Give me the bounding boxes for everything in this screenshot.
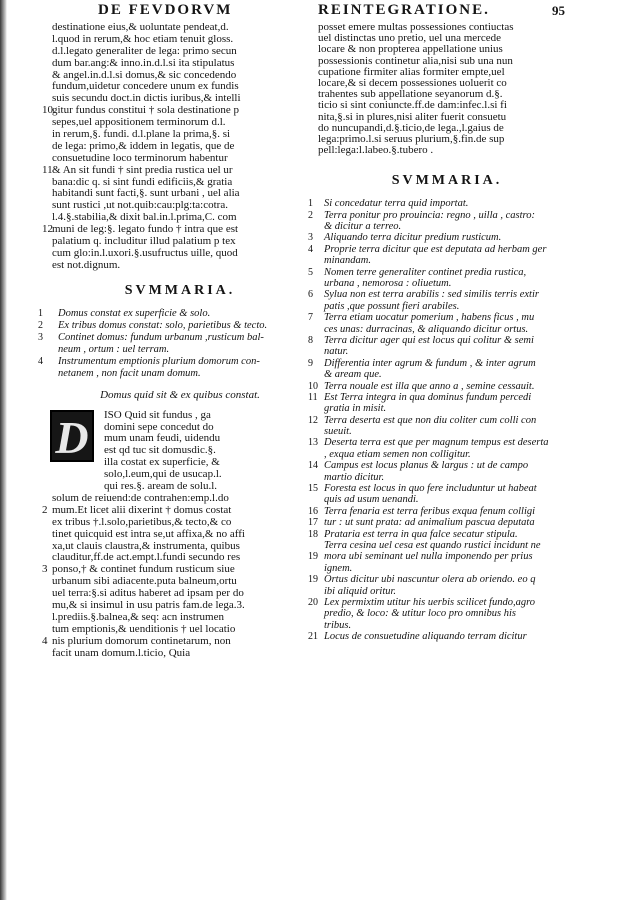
text-line-content: do nuncupandi,d.§.ticio,de lega.,l.gaius de [318, 121, 504, 134]
summary-item-number: 20 [308, 596, 318, 608]
summary-item-number: 18 [308, 528, 318, 540]
text-line-content: palatium q. includitur illud palatium p tex [52, 235, 236, 248]
text-line-content: de lega: primo,& iddem in legatis, que de [52, 139, 235, 152]
summary-item [318, 563, 576, 574]
text-line-content: locare,& si decem possessiones uoluerit co [318, 76, 507, 89]
text-line-content: urbanum sibi adiacente.puta balneum,ortu [52, 575, 237, 588]
summary-item [318, 620, 576, 631]
summary-item-number: 6 [308, 289, 313, 301]
summary-item-number: 19 [308, 551, 318, 563]
text-line-content: ponso,† & continet fundum rusticum siue [52, 563, 235, 576]
text-line-content: possessionis continetur alia,nisi sub una nun [318, 54, 513, 67]
header-right-title: REINTEGRATIONE. [318, 2, 490, 18]
page-number: 95 [552, 3, 565, 18]
left-text-block [42, 21, 308, 272]
right-column [308, 21, 576, 643]
summary-item-text: mora ubi seminant uel nulla imponendo per prius [324, 551, 533, 563]
text-line-content: nita,§.si in plures,nisi aliter fuerit consuetu [318, 110, 507, 123]
text-line-content: ex tribus †.l.solo,parietibus,& tecto,& co [52, 515, 232, 528]
text-line-content: l.4.§.stabilia,& dixit bal.in.l.prima,C. com [52, 211, 237, 224]
summary-item-text: gratia in misit. [324, 403, 387, 415]
summary-item [318, 494, 576, 505]
summary-item [308, 357, 576, 369]
margin-marker: 3 [42, 563, 48, 576]
text-line-content: posset emere multas possessiones contiuctas [318, 21, 514, 33]
summary-item [308, 414, 576, 426]
summary-item-text: tribus. [324, 619, 352, 631]
summary-item-number: 4 [308, 243, 313, 255]
summary-item [318, 449, 576, 460]
summary-item-text: Instrumentum emptionis plurium domorum con- [58, 355, 260, 367]
text-line-content: destinatione eius,& uoluntate pendeat,d. [52, 21, 229, 33]
summary-item-text: & dicitur a terreo. [324, 221, 402, 233]
summary-item-text: Terra nouale est illa que anno a , semine cessauit. [324, 380, 535, 392]
summary-item-text: patis ,que possunt fieri arabiles. [324, 300, 460, 312]
left-column [38, 21, 308, 659]
summary-item-number: 12 [308, 414, 318, 426]
summary-item-text: , exqua etiam semen non colligitur. [324, 448, 471, 460]
summary-item [308, 209, 576, 221]
summary-item-text: Proprie terra dicitur que est deputata ad herbam ger [324, 243, 547, 255]
summary-item [308, 380, 576, 392]
text-line-content: pell:lega:l.labeo.§.tubero . [318, 144, 434, 157]
text-line-content: cum glo:in.l.uxori.§.usufructus uille, quod [52, 246, 238, 259]
text-line-content: lega:primo.l.si seruus plurium,§.fin.de sup [318, 132, 505, 145]
margin-marker: 2 [42, 503, 48, 516]
summary-item-number: 3 [308, 232, 313, 244]
summary-item [52, 344, 308, 356]
text-line-content: ticio si sint coniuncte.ff.de dam:infec.l.si fi [318, 99, 507, 112]
text-line-content: tum emptionis,& uenditionis † uel locatio [52, 622, 236, 635]
summary-item-number: 5 [308, 266, 313, 278]
summary-item-text: Terra ponitur pro prouincia: regno , uilla , castro: [324, 209, 535, 221]
summary-item-number: 4 [38, 355, 43, 367]
text-line-content: clauditur,ff.de act.empt.l.fundi secundo res [52, 551, 241, 564]
summary-item-number: 1 [308, 198, 313, 210]
summary-item-text: Lex permixtim utitur his uerbis scilicet fundo,agro [324, 596, 536, 608]
summary-item [308, 596, 576, 608]
summary-item [38, 319, 308, 332]
summary-item [308, 334, 576, 346]
summary-item-number: 15 [308, 483, 318, 495]
summary-item [318, 472, 576, 483]
text-line-content: cupatione firmiter alias formiter empte,uel [318, 65, 505, 78]
summary-item [38, 355, 308, 368]
text-line-content: sunt rustici ,ut not.quib:cau:plg:ta:cotra. [52, 199, 228, 212]
summary-item-text: minandam. [324, 255, 371, 267]
summary-item [318, 301, 576, 312]
header-left-title: DE FEVDORVM [98, 2, 233, 18]
summary-item-text: sueuit. [324, 426, 352, 438]
text-line-content: mum.Et licet alii dixerint † domus costat [52, 503, 232, 516]
summary-item-number: 19 [308, 574, 318, 586]
left-body-text [42, 408, 308, 660]
summary-item-text: Ex tribus domus constat: solo, parietibus & tecto. [58, 319, 268, 331]
summary-item-number: 13 [308, 437, 318, 449]
left-summary-list [38, 307, 308, 380]
right-summary-title: SVMMARIA. [391, 173, 503, 189]
summary-item-number: 2 [38, 319, 43, 331]
summary-item [308, 232, 576, 244]
text-line-content: consuetudine loco terminorum habentur [52, 151, 228, 164]
summary-item [308, 289, 576, 301]
text-line-content: qui res.§. aream de solu.l. [104, 480, 218, 493]
summary-item-text: ibi aliquid oritur. [324, 585, 397, 597]
summary-item-text: quis ad usum uenandi. [324, 494, 419, 506]
text-line-content: illa costat ex superficie, & [104, 456, 220, 469]
summary-item [308, 266, 576, 278]
margin-marker: 10 [42, 104, 53, 117]
text-line-content: est qd tuc sit domusdic.§. [104, 444, 216, 457]
summary-item-number: 10 [308, 380, 318, 392]
summary-item-number: 8 [308, 334, 313, 346]
summary-item-text: Est Terra integra in qua dominus fundum percedi [324, 391, 532, 403]
summary-item-text: natur. [324, 346, 349, 358]
summary-item-text: Domus constat ex superficie & solo. [58, 307, 211, 319]
text-line [52, 648, 308, 660]
summary-item [318, 586, 576, 597]
summary-item [38, 307, 308, 320]
text-line-content: & An sit fundi † sint predia rustica uel ur [52, 163, 233, 176]
summary-item [308, 437, 576, 449]
summary-item-number: 1 [38, 307, 43, 319]
summary-item-text: urbana , nemorosa : oliuetum. [324, 277, 452, 289]
text-line-content: trahentes sub appellatione seyanorum d.§. [318, 88, 503, 101]
text-line-content: bana:dic q. si sint fundi edificiis,& gratia [52, 175, 233, 188]
text-line-content: l.prediis.§.balnea,& seq: acn instrumen [52, 610, 224, 623]
summary-item [318, 608, 576, 619]
text-line-content: facit unam domum.l.ticio, Quia [52, 646, 191, 659]
summary-item [308, 243, 576, 255]
text-line-content: ISO Quid sit fundus , ga [104, 408, 211, 421]
summary-item-text: ignem. [324, 562, 353, 574]
decorated-initial-letter: D [50, 410, 94, 462]
text-line-content: l.quod in rerum,& hoc etiam tenuit gloss. [52, 32, 234, 45]
text-line-content: fundum,uidetur concedere unum ex fundis [52, 80, 239, 93]
summary-item-text: Foresta est locus in quo fere includuntur ut habeat [324, 483, 537, 495]
section-subtitle: Domus quid sit & ex quibus constat. [100, 388, 260, 401]
text-line-content: nis plurium domorum continetarum, non [52, 634, 231, 647]
summary-item-text: Campus est locus planus & largus : ut de campo [324, 460, 529, 472]
text-line-content: suis secundu doct.in dictis iuribus,& intelli [52, 92, 241, 105]
summary-item-text: Aliquando terra dicitur predium rusticum. [324, 232, 502, 244]
summary-item [308, 505, 576, 517]
page-spine-shadow [0, 0, 7, 900]
summary-item [318, 403, 576, 414]
summary-item [308, 574, 576, 586]
summary-item-text: Nomen terre generaliter continet predia rustica, [324, 266, 527, 278]
text-line-content: uel distinctas uno pretio, uel una mercede [318, 32, 501, 45]
summary-item [308, 528, 576, 540]
text-line [318, 145, 576, 156]
summary-item-text: Sylua non est terra arabilis : sed similis terris extir [324, 289, 539, 301]
summary-item [52, 368, 308, 380]
summary-item [318, 255, 576, 266]
summary-item-text: netanem , non facit unam domum. [58, 367, 201, 379]
summary-item [318, 369, 576, 380]
summary-item [308, 198, 576, 210]
summary-item [308, 391, 576, 403]
text-line-content: d.l.legato generaliter de lega: primo secun [52, 44, 237, 57]
text-line-content: habitandi sunt facti,§. sunt urbani , uel alia [52, 187, 240, 200]
text-line-content: gitur fundus constitui † sola destinatione p [52, 104, 239, 117]
running-header [0, 2, 617, 22]
text-line-content: solo,l.eum,qui de usucap.l. [104, 468, 222, 481]
summary-item-number: 16 [308, 505, 318, 517]
text-line-content: muni de leg:§. legato fundo † intra que est [52, 223, 239, 236]
summary-item-text: & aream que. [324, 369, 382, 381]
text-line-content: est not.dignum. [52, 258, 121, 271]
summary-item [318, 346, 576, 357]
summary-item [308, 312, 576, 324]
summary-item-text: predio, & loco: & utitur loco pro omnibus his [324, 608, 517, 620]
summary-item-text: Terra etiam uocatur pomerium , habens ficus , mu [324, 312, 535, 324]
summary-item-text: Ortus dicitur ubi nascuntur olera ab oriendo. eo q [324, 574, 536, 586]
summary-item-number: 9 [308, 357, 313, 369]
summary-item [318, 324, 576, 335]
summary-item [318, 540, 576, 551]
summary-item-text: Prataria est terra in qua falce secatur stipula. [324, 528, 518, 540]
text-line-content: mum unam feudi, uidendu [104, 432, 221, 445]
summary-item-number: 2 [308, 209, 313, 221]
summary-item-text: Locus de consuetudine aliquando terram dicitur [324, 631, 527, 643]
text-line-content: mu,& si insimul in usu patris fam.de lega.3. [52, 598, 245, 611]
text-line-content: solum de reiuend:de contrahen:emp.l.do [52, 491, 229, 504]
left-summary-title: SVMMARIA. [124, 282, 236, 298]
text-line-content: dum bar.ang:& inno.in.d.l.si ita stipulatus [52, 56, 235, 69]
summary-item-number: 7 [308, 312, 313, 324]
text-line-content: & angel.in.d.l.si domus,& sic concedendo [52, 68, 237, 81]
summary-item-text: tur : ut sunt prata: ad animalium pascua deputata [324, 517, 535, 529]
summary-item-text: neum , ortum : uel terram. [58, 343, 170, 355]
summary-item-text: Terra dicitur ager qui est locus qui colitur & semi [324, 334, 534, 346]
summary-item-text: Deserta terra est que per magnum tempus est deserta [324, 437, 549, 449]
margin-marker: 12 [42, 223, 53, 236]
right-summary-list [308, 198, 576, 643]
summary-item [308, 551, 576, 563]
text-line-content: locare & non propterea appellatione unius [318, 43, 503, 56]
text-line-content: xa,ut clauis claustra,& instrumenta, quibus [52, 539, 240, 552]
summary-item-number: 14 [308, 460, 318, 472]
summary-item [38, 331, 308, 344]
summary-item-number: 17 [308, 517, 318, 529]
text-line-content: tinet quicquid est intra se,ut affixa,& no affi [52, 527, 245, 540]
text-line [52, 260, 308, 272]
text-line-content: domini sepe concedut do [104, 420, 214, 433]
summary-item [308, 517, 576, 529]
summary-item-number: 21 [308, 631, 318, 643]
text-line-content: in rerum,§. fundi. d.l.plane la prima,§. si [52, 128, 231, 141]
summary-item [318, 426, 576, 437]
summary-item-text: Continet domus: fundum urbanum ,rusticum bal- [58, 331, 264, 343]
margin-marker: 11 [42, 163, 53, 176]
summary-item [308, 460, 576, 472]
summary-item-text: Terra deserta est que non diu coliter cum colli con [324, 414, 537, 426]
summary-item [318, 221, 576, 232]
text-line-content: sepes,uel appositionem terminorum d.l. [52, 116, 226, 129]
summary-item-text: Terra fenaria est terra feribus exqua fenum colligi [324, 505, 536, 517]
summary-item-number: 11 [308, 391, 318, 403]
margin-marker: 4 [42, 634, 48, 647]
right-text-block [318, 22, 576, 156]
summary-item-text: martio dicitur. [324, 471, 385, 483]
summary-item-text: Differentia inter agrum & fundum , & inter agrum [324, 357, 536, 369]
summary-item-text: ces unas: durracinas, & aliquando dicitur ortus. [324, 323, 529, 335]
text-line-content: uel terra:§.si aditus haberet ad ipsam per do [52, 587, 244, 600]
summary-item-text: Terra cesina uel cesa est quando rustici incidunt ne [324, 539, 541, 551]
summary-item-number: 3 [38, 331, 43, 343]
summary-item [318, 278, 576, 289]
summary-item [308, 483, 576, 495]
summary-item [308, 631, 576, 643]
summary-item-text: Si concedatur terra quid importat. [324, 198, 469, 210]
